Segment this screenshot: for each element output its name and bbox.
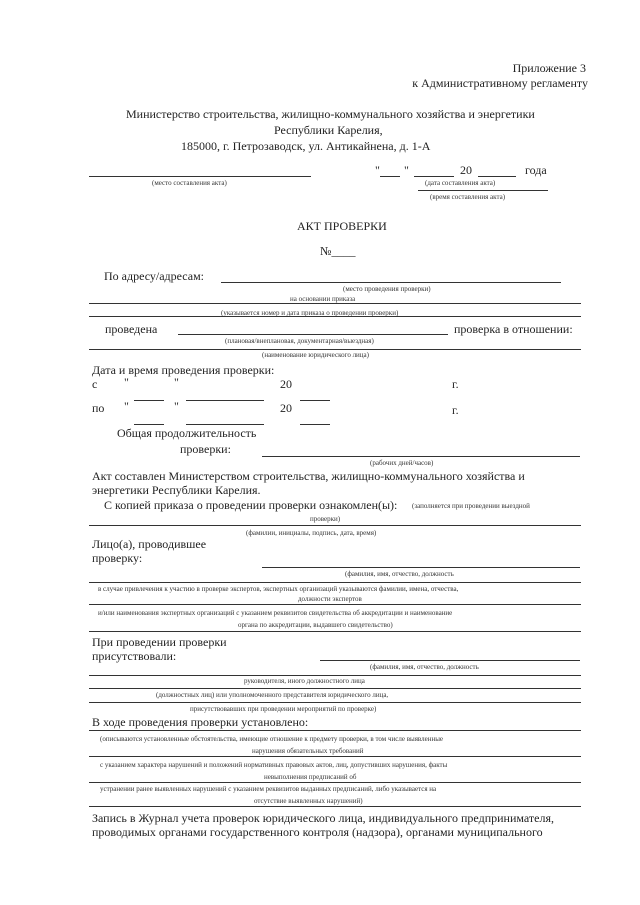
- date-quote-open: ": [375, 163, 380, 177]
- basis-caption: (указывается номер и дата приказа о проведении проверки): [221, 309, 399, 317]
- date-quote-close: ": [404, 163, 409, 177]
- experts-line-2: [89, 604, 581, 605]
- familiar-caption: (фамилии, инициалы, подпись, дата, время): [246, 529, 377, 537]
- familiar-label: С копией приказа о проведении проверки ознакомлен(ы):: [104, 498, 398, 512]
- to-quote-close: ": [174, 399, 179, 413]
- address-label: По адресу/адресам:: [104, 269, 205, 283]
- to-g: г.: [452, 403, 459, 417]
- findings-caption-4: невыполнения предписаний об: [264, 773, 357, 781]
- basis-text: на основании приказа: [290, 295, 356, 303]
- from-day-line: [134, 400, 164, 401]
- to-year-line: [300, 424, 330, 425]
- datetime-label: Дата и время проведения проверки:: [92, 363, 275, 377]
- present-line-2: [89, 675, 581, 676]
- experts-text-3: и/или наименования экспертных организаций с указанием реквизитов свидетельства об аккредитации и наименование: [98, 609, 453, 617]
- composed-line-2: энергетики Республики Карелия.: [92, 483, 261, 497]
- to-day-line: [134, 424, 164, 425]
- present-label-1: При проведении проверки: [92, 635, 227, 649]
- address-line: [221, 282, 561, 283]
- experts-line-3: [89, 631, 581, 632]
- address-caption: (место проведения проверки): [343, 285, 431, 293]
- datetime-to: по: [92, 401, 105, 415]
- present-caption-3: (должностных лиц) или уполномоченного представителя юридического лица,: [156, 691, 389, 699]
- familiar-note-2: проверки): [310, 515, 341, 523]
- org-line-3: 185000, г. Петрозаводск, ул. Антикайнена, д. 1-А: [181, 139, 431, 153]
- time-caption: (время составления акта): [430, 193, 506, 201]
- to-month-line: [186, 424, 264, 425]
- appendix-line-2: к Административному регламенту: [412, 76, 588, 90]
- present-line: [320, 660, 580, 661]
- org-line-1: Министерство строительства, жилищно-коммунального хозяйства и энергетики: [126, 107, 535, 121]
- duration-label-1: Общая продолжительность: [117, 426, 257, 440]
- conducted-label: проведена: [105, 322, 158, 336]
- familiar-line: [89, 525, 581, 526]
- date-year-line: [478, 176, 516, 177]
- inspector-label-2: проверку:: [92, 551, 143, 565]
- present-label-2: присутствовали:: [92, 649, 177, 663]
- experts-text-2: должности экспертов: [298, 595, 362, 603]
- journal-line-2: проводимых органами государственного контроля (надзора), органами муниципального: [92, 825, 543, 839]
- org-line-2: Республики Карелия,: [274, 123, 383, 137]
- regarding-label: проверка в отношении:: [454, 322, 573, 336]
- findings-caption-5: устранении ранее выявленных нарушений с указанием реквизитов выданных предписаний, либо указывается на: [100, 785, 437, 793]
- findings-line-1: [89, 730, 581, 731]
- datetime-from: с: [92, 377, 98, 391]
- place-caption: (место составления акта): [152, 179, 227, 187]
- present-line-3: [89, 688, 581, 689]
- familiar-note-1: (заполняется при проведении выездной: [412, 502, 530, 510]
- findings-line-2: [89, 756, 581, 757]
- entity-caption: (наименование юридического лица): [262, 351, 369, 359]
- time-line: [418, 190, 548, 191]
- place-line: [89, 176, 311, 177]
- inspector-line: [262, 567, 580, 568]
- duration-caption: (рабочих дней/часов): [370, 459, 434, 467]
- findings-caption-3: с указанием характера нарушений и положений нормативных правовых актов, лиц, допустивших нарушения, факты: [100, 761, 448, 769]
- findings-line-3: [89, 782, 581, 783]
- from-g: г.: [452, 377, 459, 391]
- from-month-line: [186, 400, 264, 401]
- act-number: №____: [320, 244, 356, 258]
- inspector-label-1: Лицо(а), проводившее: [92, 537, 207, 551]
- journal-line-1: Запись в Журнал учета проверок юридического лица, индивидуального предпринимателя,: [92, 811, 554, 825]
- findings-line-4: [89, 806, 581, 807]
- date-day-line: [380, 176, 400, 177]
- date-month-line: [414, 176, 454, 177]
- experts-line-1: [89, 582, 581, 583]
- to-quote-open: ": [124, 399, 129, 413]
- to-20: 20: [280, 401, 292, 415]
- entity-line: [89, 349, 581, 350]
- from-quote-open: ": [124, 375, 129, 389]
- act-title: АКТ ПРОВЕРКИ: [297, 219, 387, 233]
- experts-text-4: органа по аккредитации, выдавшего свидетельство): [238, 621, 393, 629]
- composed-line-1: Акт составлен Министерством строительства, жилищно-коммунального хозяйства и: [92, 469, 525, 483]
- date-caption: (дата составления акта): [425, 179, 496, 187]
- findings-label: В ходе проведения проверки установлено:: [92, 715, 309, 729]
- from-quote-close: ": [174, 375, 179, 389]
- duration-label-2: проверки:: [180, 442, 231, 456]
- findings-caption-6: отсутствие выявленных нарушений): [254, 797, 363, 805]
- from-20: 20: [280, 377, 292, 391]
- duration-line: [262, 456, 580, 457]
- conducted-caption: (плановая/внеплановая, документарная/выездная): [225, 337, 374, 345]
- appendix-line-1: Приложение 3: [512, 61, 586, 75]
- present-caption-1: (фамилия, имя, отчество, должность: [370, 663, 479, 671]
- findings-caption-1: (описываются установленные обстоятельства, имеющие отношение к предмету проверки, в том числе выявленные: [100, 735, 444, 743]
- present-line-4: [89, 702, 581, 703]
- experts-text-1: в случае привлечения к участию в проверке экспертов, экспертных организаций указываются фамилии, имена, отчества,: [98, 585, 459, 593]
- present-caption-4: присутствовавших при проведении мероприятий по проверке): [190, 705, 377, 713]
- inspector-caption: (фамилия, имя, отчество, должность: [345, 570, 454, 578]
- from-year-line: [300, 400, 330, 401]
- date-year-word: года: [525, 163, 547, 177]
- basis-line-top: [89, 303, 581, 304]
- findings-caption-2: нарушения обязательных требований: [252, 747, 364, 755]
- date-20: 20: [460, 163, 472, 177]
- conducted-type-line: [178, 334, 448, 335]
- present-caption-2: руководителя, иного должностного лица: [244, 677, 365, 685]
